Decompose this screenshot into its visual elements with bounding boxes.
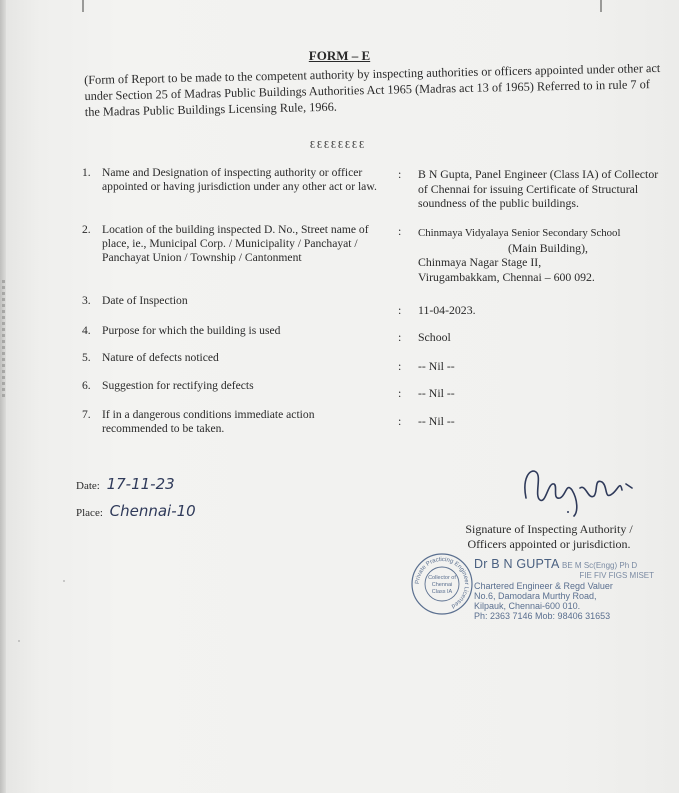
item-4-label	[82, 324, 382, 338]
item-colon: :	[398, 167, 402, 181]
item-colon: :	[398, 359, 402, 373]
item-number: 1.	[82, 166, 91, 179]
item-2-label	[82, 223, 382, 265]
place-line	[76, 502, 196, 520]
item-7-value: -- Nil --	[418, 414, 455, 428]
item-5-label	[82, 351, 382, 365]
margin-line	[82, 0, 84, 12]
item-text: Date of Inspection	[102, 294, 188, 307]
item-text: Suggestion for rectifying defects	[102, 379, 254, 392]
engineer-seal	[410, 552, 474, 616]
scan-speck	[18, 640, 20, 642]
stamp-line: Kilpauk, Chennai-600 010.	[474, 601, 581, 611]
caption-line: Signature of Inspecting Authority /	[465, 522, 633, 536]
item-number: 4.	[82, 324, 91, 337]
value-line: (Main Building),	[508, 240, 588, 255]
item-1-label	[82, 166, 382, 194]
date-handwritten: 17-11-23	[106, 475, 175, 493]
item-colon: :	[398, 303, 402, 317]
item-text: Name and Designation of inspecting authority or officer appointed or having jurisdiction under any other act or law.	[102, 166, 377, 193]
margin-line	[600, 0, 602, 12]
form-preamble: (Form of Report to be made to the competent authority by inspecting authorities or officers appointed under other act under Section 25 of Madras Public Buildings Authorities Act 1965 (Madras act 13 of 1965) Referred to in rule 7 of the Madras Public Buildings Licensing Rule, 1966.	[84, 60, 661, 119]
seal-inner-text: Class IA	[431, 589, 453, 595]
value-line: Chinmaya Vidyalaya Senior Secondary School	[418, 227, 621, 239]
item-colon: :	[398, 224, 402, 238]
item-6-label	[82, 379, 382, 393]
item-colon: :	[398, 414, 402, 428]
item-2-value	[418, 226, 668, 284]
value-line: Virugambakkam, Chennai – 600 092.	[418, 269, 595, 284]
seal-outer-text: Private Practicing Engineer Licensed	[414, 556, 470, 609]
scan-speck	[63, 580, 65, 582]
date-line	[76, 475, 175, 493]
seal-inner-text: Collector of	[428, 575, 456, 581]
item-6-value: -- Nil --	[418, 386, 455, 400]
stamp-credentials: BE M Sc(Engg) Ph D	[562, 561, 638, 570]
stamp-credentials: FIE FIV FIGS MISET	[579, 571, 654, 580]
item-text: If in a dangerous conditions immediate action recommended to be taken.	[102, 408, 315, 435]
binding-marks	[2, 280, 5, 400]
stamp-line: Chartered Engineer & Regd Valuer	[474, 581, 613, 591]
item-number: 7.	[82, 408, 91, 421]
item-3-label	[82, 294, 382, 308]
item-3-value: 11-04-2023.	[418, 303, 476, 317]
caption-line: Officers appointed or jurisdiction.	[467, 537, 631, 551]
signature-caption	[444, 522, 654, 552]
item-text: Nature of defects noticed	[102, 351, 219, 364]
item-number: 6.	[82, 379, 91, 392]
form-title: FORM – E	[308, 48, 371, 63]
item-colon: :	[398, 330, 402, 344]
item-text: Location of the building inspected D. No., Street name of place, ie., Municipal Corp. / Municipality / Panchayat / Panchayat Union / Township / Cantonment	[102, 223, 369, 264]
place-label: Place:	[76, 507, 103, 519]
item-text: Purpose for which the building is used	[102, 324, 281, 337]
engineer-stamp	[474, 559, 674, 621]
value-line: Chinmaya Nagar Stage II,	[418, 255, 542, 269]
stamp-line: No.6, Damodara Murthy Road,	[474, 591, 597, 601]
stamp-name: Dr B N GUPTA	[474, 557, 560, 571]
stamp-line: Ph: 2363 7146 Mob: 98406 31653	[474, 611, 611, 621]
item-number: 2.	[82, 223, 91, 236]
ornament-divider: ƐƐƐƐƐƐƐƐ	[310, 140, 367, 151]
item-7-label	[82, 408, 382, 436]
date-label: Date:	[76, 480, 100, 492]
item-colon: :	[398, 386, 402, 400]
item-number: 5.	[82, 351, 91, 364]
item-1-value: B N Gupta, Panel Engineer (Class IA) of Collector of Chennai for issuing Certificate of Structural soundness of the public buildings.	[418, 167, 659, 210]
seal-inner-text: Chennai	[431, 582, 453, 588]
item-number: 3.	[82, 294, 91, 307]
place-handwritten: Chennai-10	[109, 502, 196, 520]
item-4-value: School	[418, 330, 451, 344]
item-5-value: -- Nil --	[418, 359, 455, 373]
signature-scribble	[508, 460, 648, 520]
